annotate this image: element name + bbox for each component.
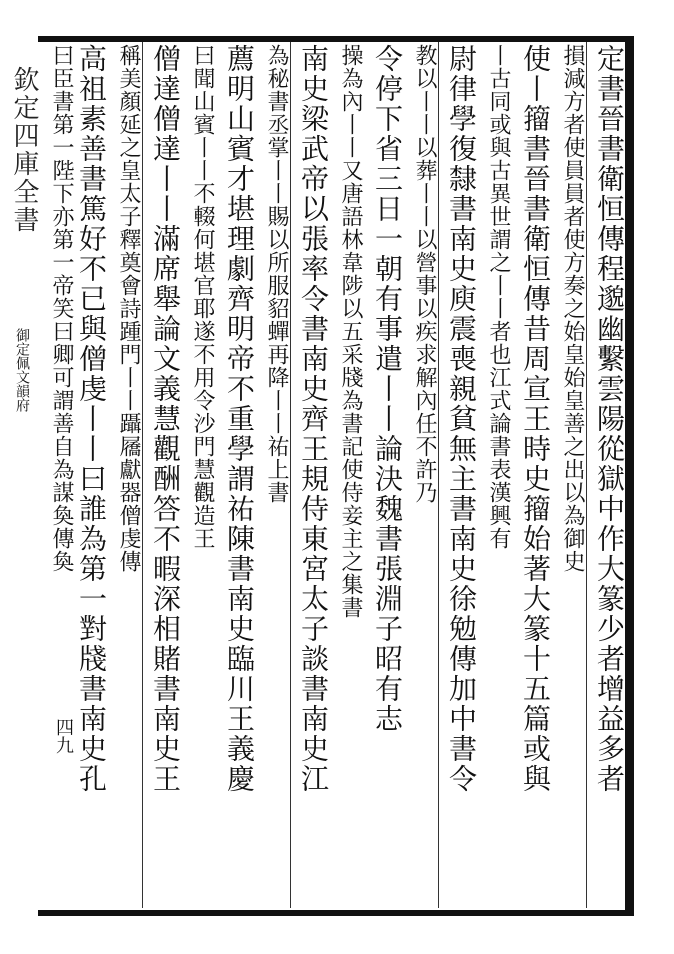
- text-column-16: 曰臣書第一陛下亦第一帝笑曰卿可謂善自為謀奐傳奐: [49, 44, 74, 573]
- side-label: 御定佩文韻府: [14, 328, 30, 412]
- text-column-10: 為秘書丞掌丨丨賜以所服貂蟬再降丨丨祐上書: [264, 44, 289, 504]
- text-column-4: 丨古同或與古異世謂之丨丨者也江式論書表漢興有: [486, 44, 511, 550]
- column-divider: [586, 42, 587, 908]
- text-column-11: 薦明山賓才堪理劇齊明帝不重學謂祐陳書南史臨川王義慶: [223, 44, 256, 794]
- column-divider: [142, 42, 143, 908]
- text-column-7: 令停下省三日一朝有事遣丨丨論決魏書張淵子昭有志: [371, 44, 404, 734]
- text-column-9: 南史梁武帝以張率令書南史齊王規侍東宮太子談書南史江: [297, 44, 330, 794]
- text-column-1: 定書晉書衛恒傳程邈幽繫雲陽從獄中作大篆少者增益多者: [593, 44, 626, 794]
- column-divider: [438, 42, 439, 908]
- running-title: 欽定四庫全書: [9, 66, 39, 234]
- page-number: 四九: [53, 718, 74, 754]
- text-column-15: 高祖素善書篤好不已與僧虔丨丨曰誰為第一對牋書南史孔: [75, 44, 108, 794]
- text-column-8: 操為內丨丨又唐語林韋陟以五采牋為書記使侍妾主之集書: [338, 44, 363, 619]
- text-column-2: 損減方者使員員者使方奏之始皇始皇善之出以為御史: [560, 44, 585, 573]
- column-divider: [290, 42, 291, 908]
- text-column-13: 僧達僧達丨丨滿席舉論文義慧觀酬答不暇深相賭書南史王: [149, 44, 182, 794]
- text-column-12: 曰聞山賓丨丨不輟何堪官耶遂不用令沙門慧觀造王: [190, 44, 215, 550]
- text-column-6: 教以丨丨以葬丨丨以營事以疾求解內任不許乃: [412, 44, 437, 504]
- text-column-3: 使丨籀書晉書衛恒傳昔周宣王時史籀始著大篆十五篇或與: [519, 44, 552, 794]
- page-edge: [4, 60, 39, 560]
- text-column-5: 尉律學復隸書南史庾震喪親貧無主書南史徐勉傳加中書令: [445, 44, 478, 794]
- text-column-14: 稱美顏延之皇太子釋奠會詩踵門丨丨躡屩獻器僧虔傳: [116, 44, 141, 573]
